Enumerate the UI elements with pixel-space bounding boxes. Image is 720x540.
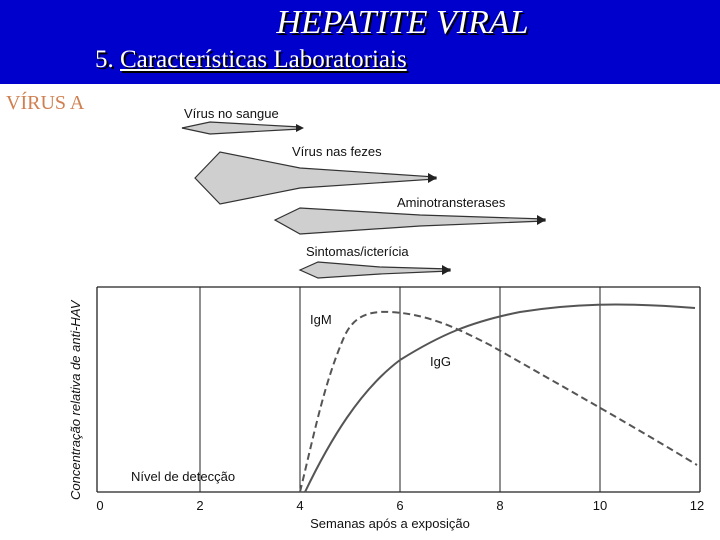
x-tick: 4 <box>296 498 304 513</box>
phase-label-symptoms: Sintomas/icterícia <box>306 244 409 259</box>
side-bar <box>0 0 85 84</box>
hav-diagram <box>0 84 720 540</box>
x-tick: 8 <box>496 498 504 513</box>
chart-frame <box>97 287 700 492</box>
slide-title: HEPATITE VIRAL <box>276 4 529 41</box>
subtitle-text: Características Laboratoriais <box>120 46 407 73</box>
subtitle-number: 5. <box>95 46 114 73</box>
x-axis-label: Semanas após a exposição <box>310 516 470 531</box>
detection-level-label: Nível de detecção <box>131 469 236 484</box>
x-tick: 2 <box>196 498 204 513</box>
phase-label-virus-blood: Vírus no sangue <box>184 106 279 121</box>
x-tick-labels <box>96 498 704 513</box>
virus-label: VÍRUS A <box>6 92 85 114</box>
series-label-igm: IgM <box>310 312 332 327</box>
series-label-igg: IgG <box>430 354 451 369</box>
phase-label-virus-feces: Vírus nas fezes <box>292 144 382 159</box>
x-tick: 12 <box>689 498 705 513</box>
x-tick: 6 <box>396 498 404 513</box>
slide-subtitle <box>95 46 407 74</box>
y-axis-label: Concentração relativa de anti-HAV <box>68 300 83 500</box>
week-gridlines <box>200 287 600 492</box>
phase-symptoms <box>300 244 451 278</box>
x-tick: 0 <box>96 498 104 513</box>
phase-aminotransferases <box>275 195 546 234</box>
phase-virus-blood <box>182 106 304 134</box>
x-tick: 10 <box>592 498 608 513</box>
phase-label-aminotransferases: Aminotransterases <box>397 195 506 210</box>
